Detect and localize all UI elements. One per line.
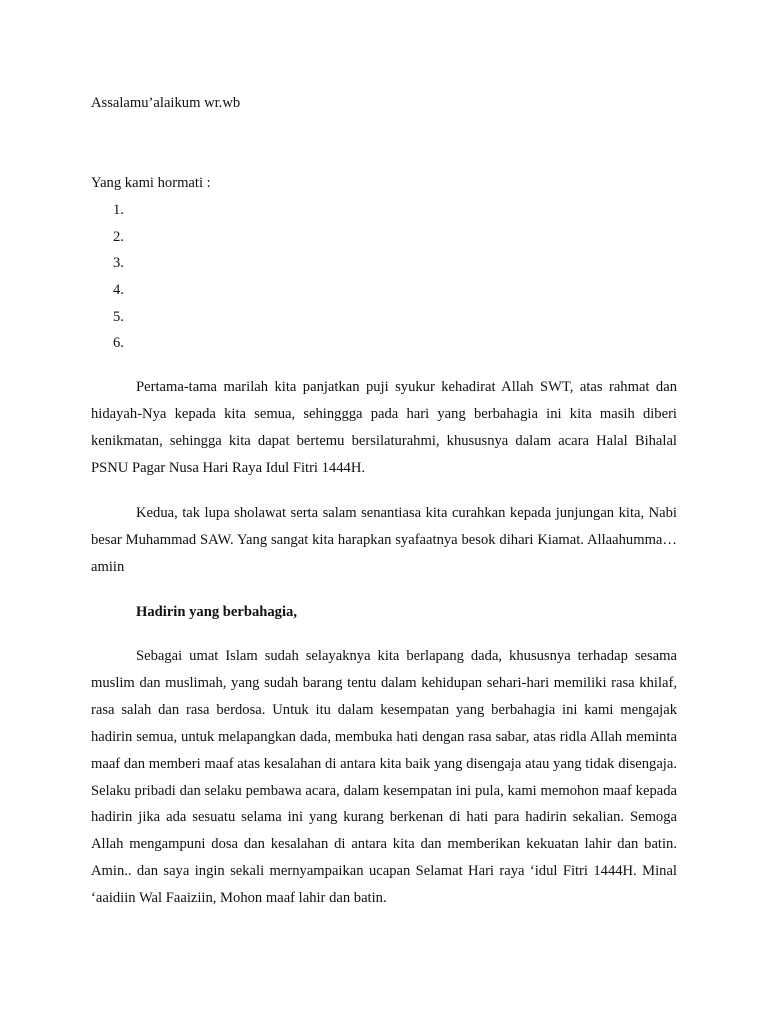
list-item: 4. xyxy=(113,282,124,299)
greeting-line: Assalamu’alaikum wr.wb xyxy=(91,95,241,111)
list-item: 1. xyxy=(113,202,124,218)
list-item: 3. xyxy=(113,255,124,272)
closing-paragraph: Sebagai umat Islam sudah selayaknya kita berlapang dada, khususnya terhadap sesama muslim dan muslimah, yang sudah barang tentu dalam kehidupan sehari-hari memiliki rasa khilaf, rasa salah dan rasa berdosa. Untuk itu dalam kesempatan yang berbahagia ini kami mengajak hadirin semua, untuk melapangkan dada, membuka hati dengan rasa sabar, atas ridla Allah meminta maaf dan memberi maaf atas kesalahan di antara kita baik yang disengaja atau yang tidak disengaja. Selaku pribadi dan selaku pembawa acara, dalam kesempatan ini pula, kami memohon maaf kepada hadirin jika ada sesuatu selama ini yang kurang berkenan di hati para hadirin sekalian. Semoga Allah mengampuni dosa dan kesalahan di antara kita dan memberikan kekuatan lahir dan batin. Amin.. dan saya ingin sekali mernyampaikan ucapan Selamat Hari raya ‘idul Fitri 1444H. Minal ‘aaidiin Wal Faaiziin, Mohon maaf lahir dan batin. xyxy=(91,648,677,907)
honored-guests-list xyxy=(91,200,124,360)
list-item: 6. xyxy=(113,335,124,352)
list-item: 2. xyxy=(113,228,124,245)
list-item: 5. xyxy=(113,308,124,325)
opening-paragraph: Pertama-tama marilah kita panjatkan puji syukur kehadirat Allah SWT, atas rahmat dan hidayah-Nya kepada kita semua, sehinggga pada hari yang berbahagia ini kita masih diberi kenikmatan, sehingga kita dapat bertemu bersilaturahmi, khususnya dalam acara Halal Bihalal PSNU Pagar Nusa Hari Raya Idul Fitri 1444H. xyxy=(91,379,677,476)
section-heading: Hadirin yang berbahagia, xyxy=(136,604,297,620)
addressee-intro: Yang kami hormati : xyxy=(91,175,211,191)
sholawat-paragraph: Kedua, tak lupa sholawat serta salam senantiasa kita curahkan kepada junjungan kita, Nabi besar Muhammad SAW. Yang sangat kita harapkan syafaatnya besok dihari Kiamat. Allaahumma… amiin xyxy=(91,505,677,575)
